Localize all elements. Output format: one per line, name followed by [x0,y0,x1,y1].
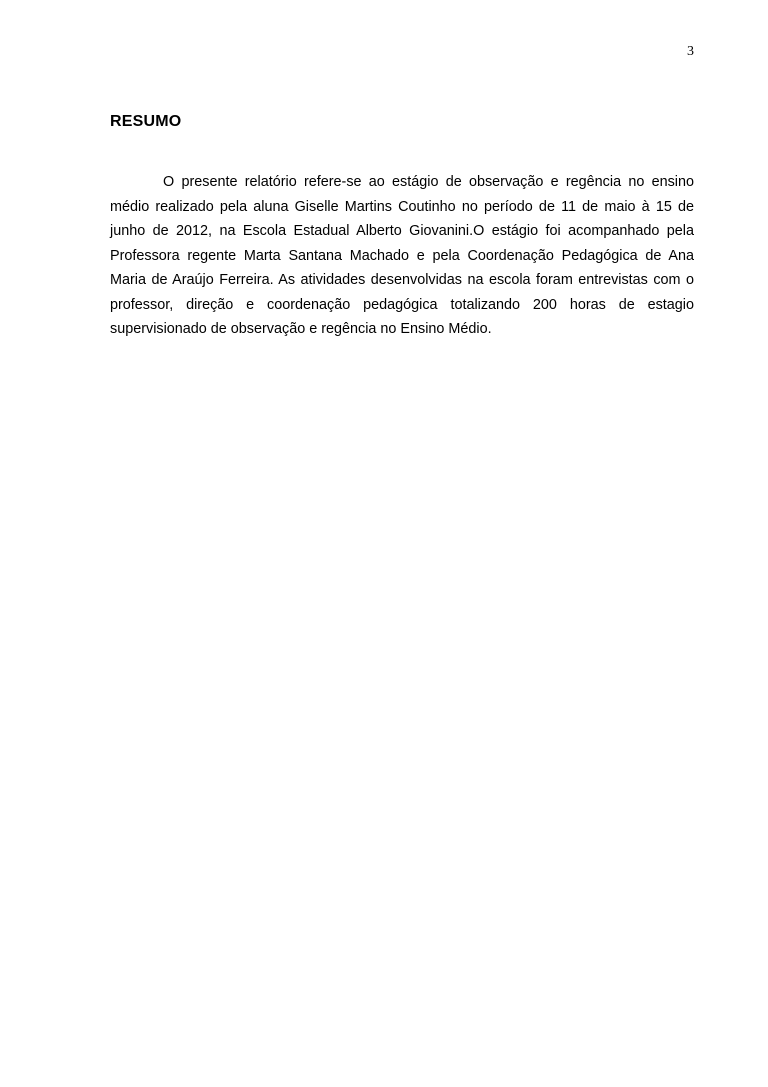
abstract-paragraph: O presente relatório refere-se ao estágio de observação e regência no ensino médio realizado pela aluna Giselle Martins Coutinho no período de 11 de maio à 15 de junho de 2012, na Escola Estadual Alberto Giovanini.O estágio foi acompanhado pela Professora regente Marta Santana Machado e pela Coordenação Pedagógica de Ana Maria de Araújo Ferreira. As atividades desenvolvidas na escola foram entrevistas com o professor, direção e coordenação pedagógica totalizando 200 horas de estagio supervisionado de observação e regência no Ensino Médio. [110,174,694,337]
page-number: 3 [687,44,694,59]
section-heading: RESUMO [110,113,182,130]
